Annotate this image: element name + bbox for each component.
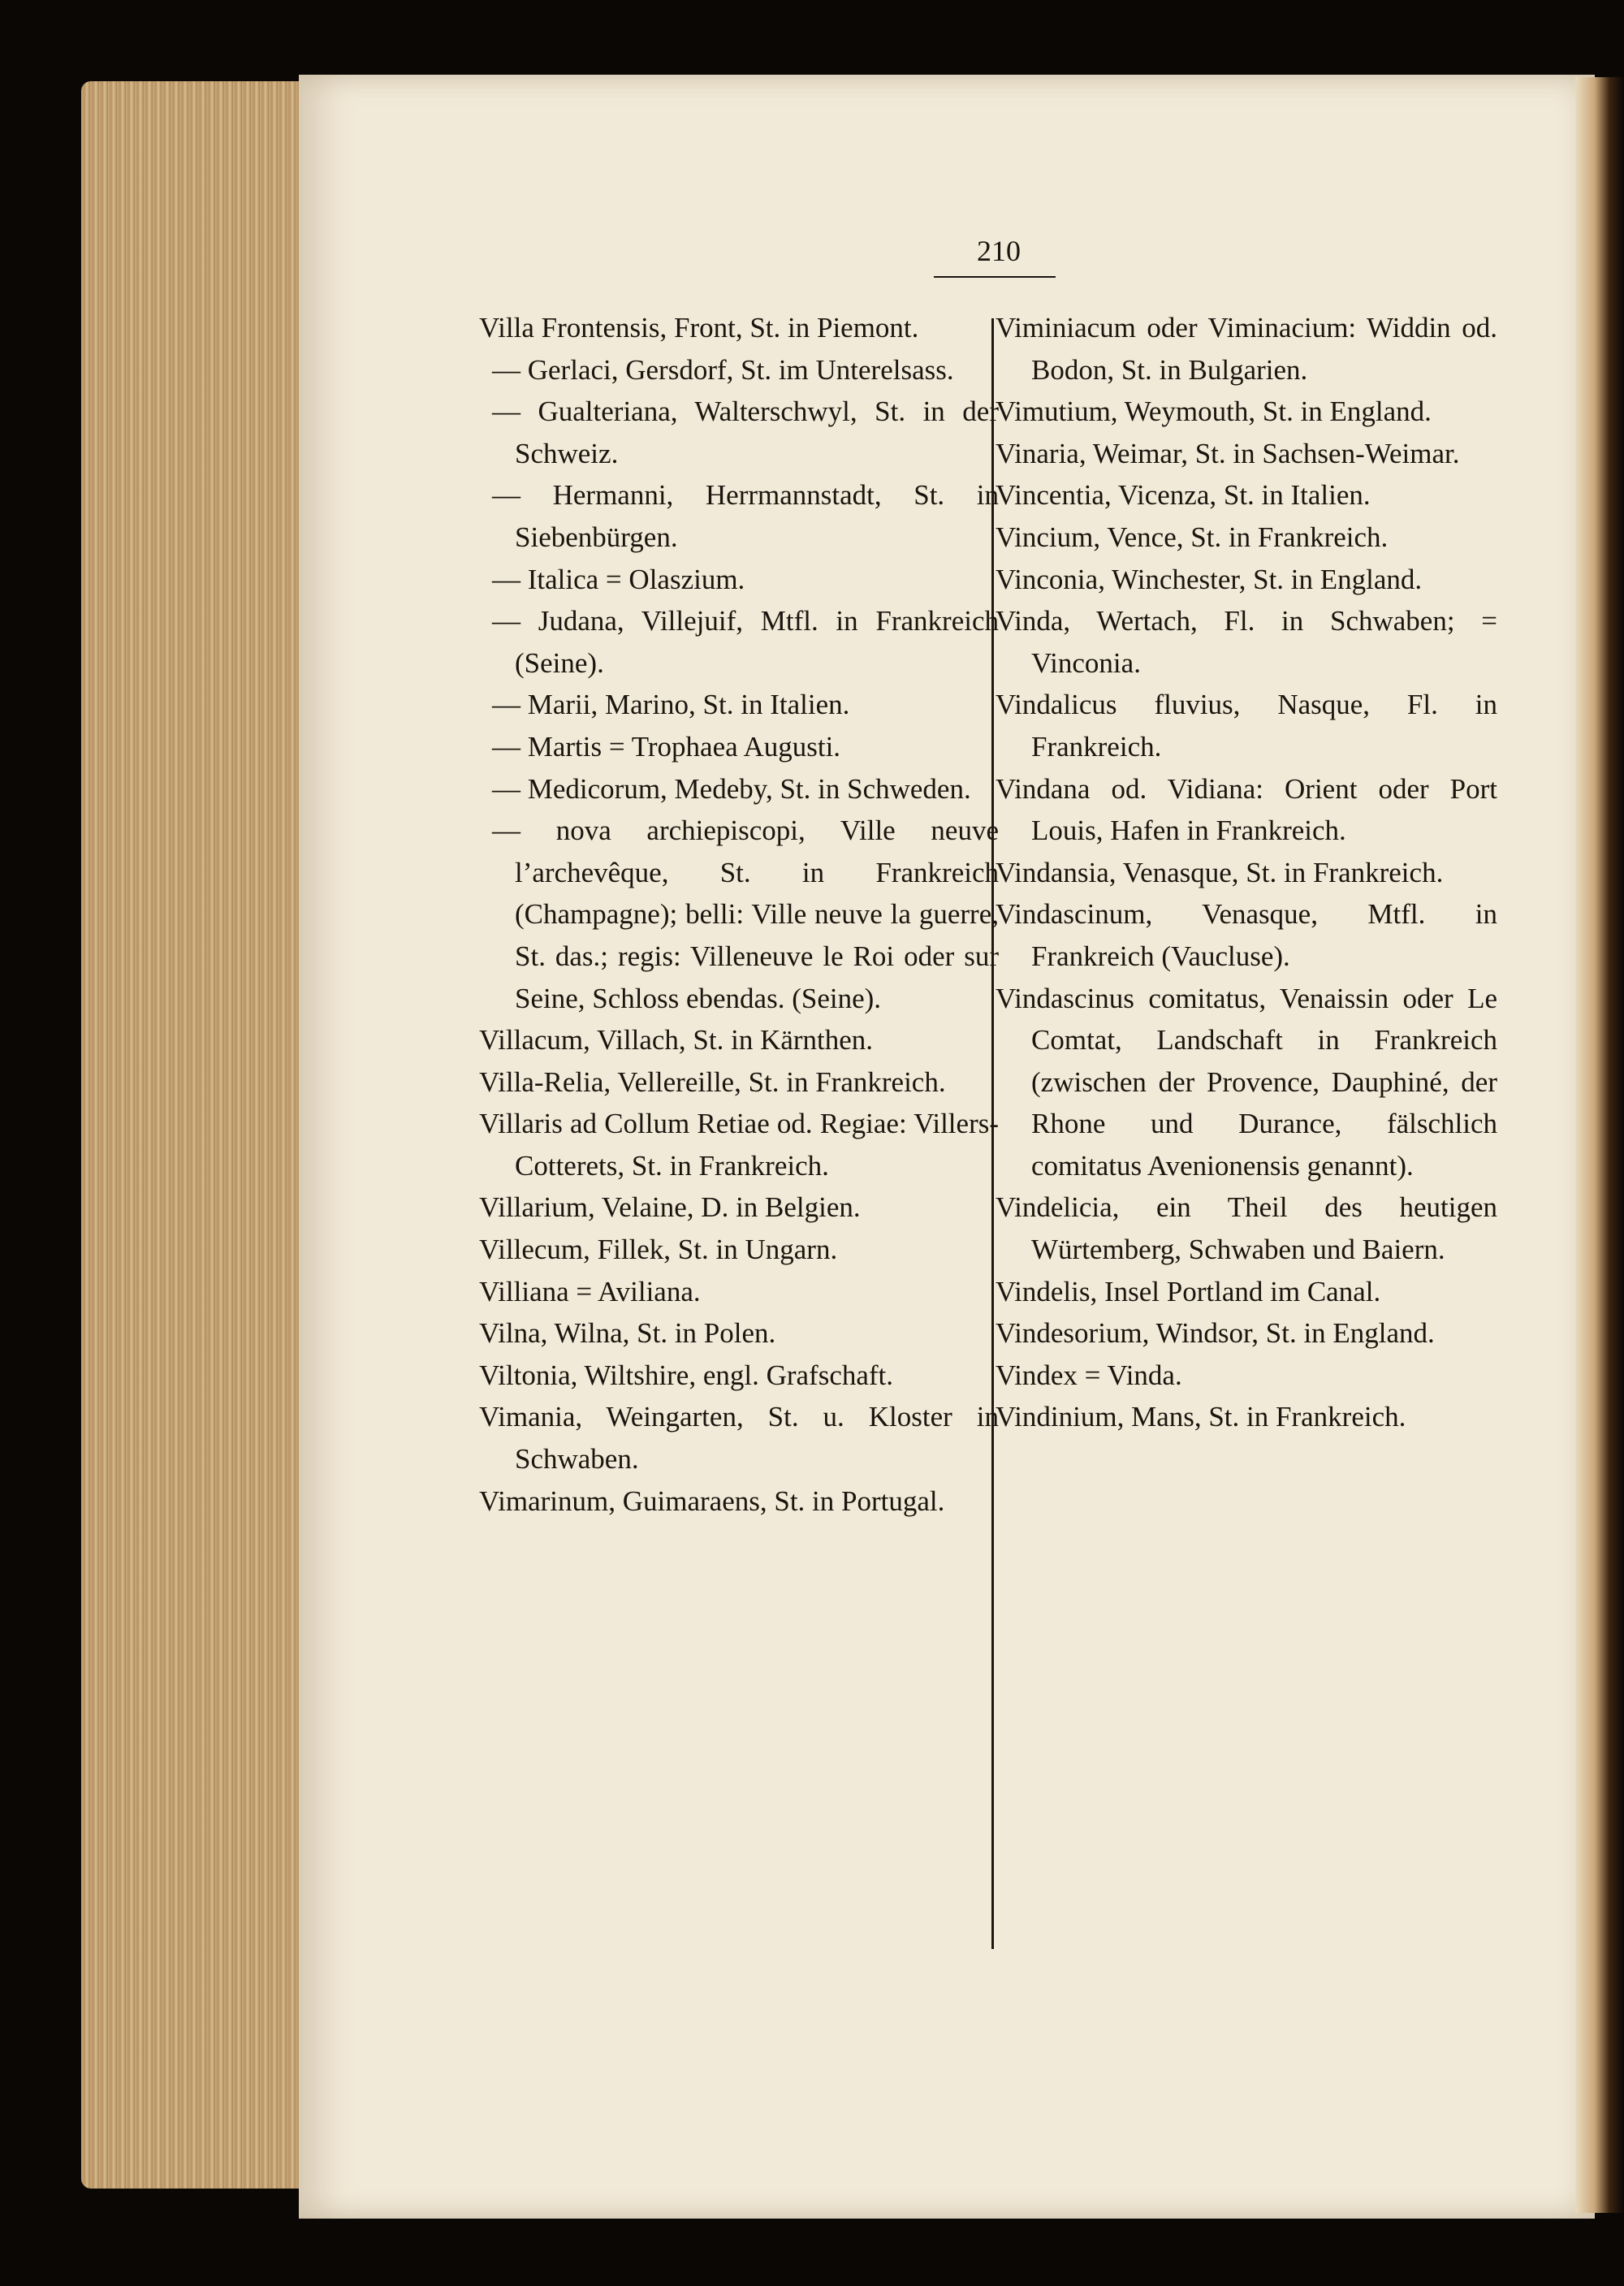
dictionary-entry: Vindesorium, Windsor, St. in England. xyxy=(996,1317,1435,1350)
dictionary-entry: Vindelis, Insel Portland im Canal. xyxy=(996,1275,1381,1307)
dictionary-entry: — Hermanni, Herrmannstadt, St. in Siebenbürgen. xyxy=(492,479,999,553)
dictionary-entry: Vindascinus comitatus, Venaissin oder Le Comtat, Landschaft in Frankreich (zwischen der Provence, Dauphiné, der Rhone und Durance, fälschlich comitatus Avenionensis genannt). xyxy=(996,982,1497,1182)
dictionary-entry: Vindana od. Vidiana: Orient oder Port Louis, Hafen in Frankreich. xyxy=(996,772,1497,847)
dictionary-entry: Vindex = Vinda. xyxy=(996,1359,1182,1391)
dictionary-entry: — Gerlaci, Gersdorf, St. im Unterelsass. xyxy=(492,353,954,386)
dictionary-entry: — Medicorum, Medeby, St. in Schweden. xyxy=(492,772,971,805)
dictionary-entry: Vimutium, Weymouth, St. in England. xyxy=(996,395,1432,428)
dictionary-entry: — nova archiepiscopi, Ville neuve l’archevêque, St. in Frankreich (Champagne); belli: Ville neuve la guerre, St. das.; regis: Villeneuve le Roi oder sur Seine, Schloss ebendas. (Seine). xyxy=(492,815,999,1014)
dictionary-entry: Vinconia, Winchester, St. in England. xyxy=(996,563,1423,595)
dictionary-entry: — Judana, Villejuif, Mtfl. in Frankreich (Seine). xyxy=(492,605,999,679)
right-column xyxy=(996,307,1497,1438)
dictionary-entry: — Gualteriana, Walterschwyl, St. in der Schweiz. xyxy=(492,395,999,469)
page-number-rule xyxy=(934,276,1056,278)
dictionary-entry: — Marii, Marino, St. in Italien. xyxy=(492,689,850,721)
page-number: 210 xyxy=(977,235,1021,267)
dictionary-entry: Villaris ad Collum Retiae od. Regiae: Villers-Cotterets, St. in Frankreich. xyxy=(479,1108,999,1182)
dictionary-entry: Villarium, Velaine, D. in Belgien. xyxy=(479,1191,861,1224)
dictionary-entry: Viminiacum oder Viminacium: Widdin od. Bodon, St. in Bulgarien. xyxy=(996,312,1497,386)
dictionary-entry: Villa-Relia, Vellereille, St. in Frankreich. xyxy=(479,1065,946,1098)
dictionary-entry: Villa Frontensis, Front, St. in Piemont. xyxy=(479,312,919,344)
dictionary-entry: Vinaria, Weimar, St. in Sachsen-Weimar. xyxy=(996,437,1460,469)
dictionary-entry: Vinda, Wertach, Fl. in Schwaben; = Vinconia. xyxy=(996,605,1497,679)
dictionary-entry: Vincium, Vence, St. in Frankreich. xyxy=(996,521,1389,553)
dictionary-entry: Vimarinum, Guimaraens, St. in Portugal. xyxy=(479,1484,945,1517)
dictionary-entry: Vimania, Weingarten, St. u. Kloster in Schwaben. xyxy=(479,1401,999,1476)
dictionary-entry: Villiana = Aviliana. xyxy=(479,1275,701,1307)
dictionary-entry: Vincentia, Vicenza, St. in Italien. xyxy=(996,479,1371,512)
dictionary-entry: Vindalicus fluvius, Nasque, Fl. in Frankreich. xyxy=(996,689,1497,763)
dictionary-entry: Villecum, Fillek, St. in Ungarn. xyxy=(479,1234,838,1266)
dictionary-entry: Viltonia, Wiltshire, engl. Grafschaft. xyxy=(479,1359,894,1391)
dictionary-entry: Vindinium, Mans, St. in Frankreich. xyxy=(996,1401,1406,1433)
dictionary-entry: — Martis = Trophaea Augusti. xyxy=(492,730,841,763)
dictionary-entry: Vindansia, Venasque, St. in Frankreich. xyxy=(996,856,1444,888)
book-page-edges xyxy=(81,81,325,2189)
dictionary-entry: Villacum, Villach, St. in Kärnthen. xyxy=(479,1024,874,1057)
left-column xyxy=(479,307,999,1522)
facing-page-edge xyxy=(1575,77,1624,2213)
dictionary-entry: Vilna, Wilna, St. in Polen. xyxy=(479,1317,776,1350)
dictionary-entry: — Italica = Olaszium. xyxy=(492,563,745,595)
dictionary-entry: Vindascinum, Venasque, Mtfl. in Frankreich (Vaucluse). xyxy=(996,898,1497,972)
dictionary-entry: Vindelicia, ein Theil des heutigen Würtemberg, Schwaben und Baiern. xyxy=(996,1191,1497,1266)
